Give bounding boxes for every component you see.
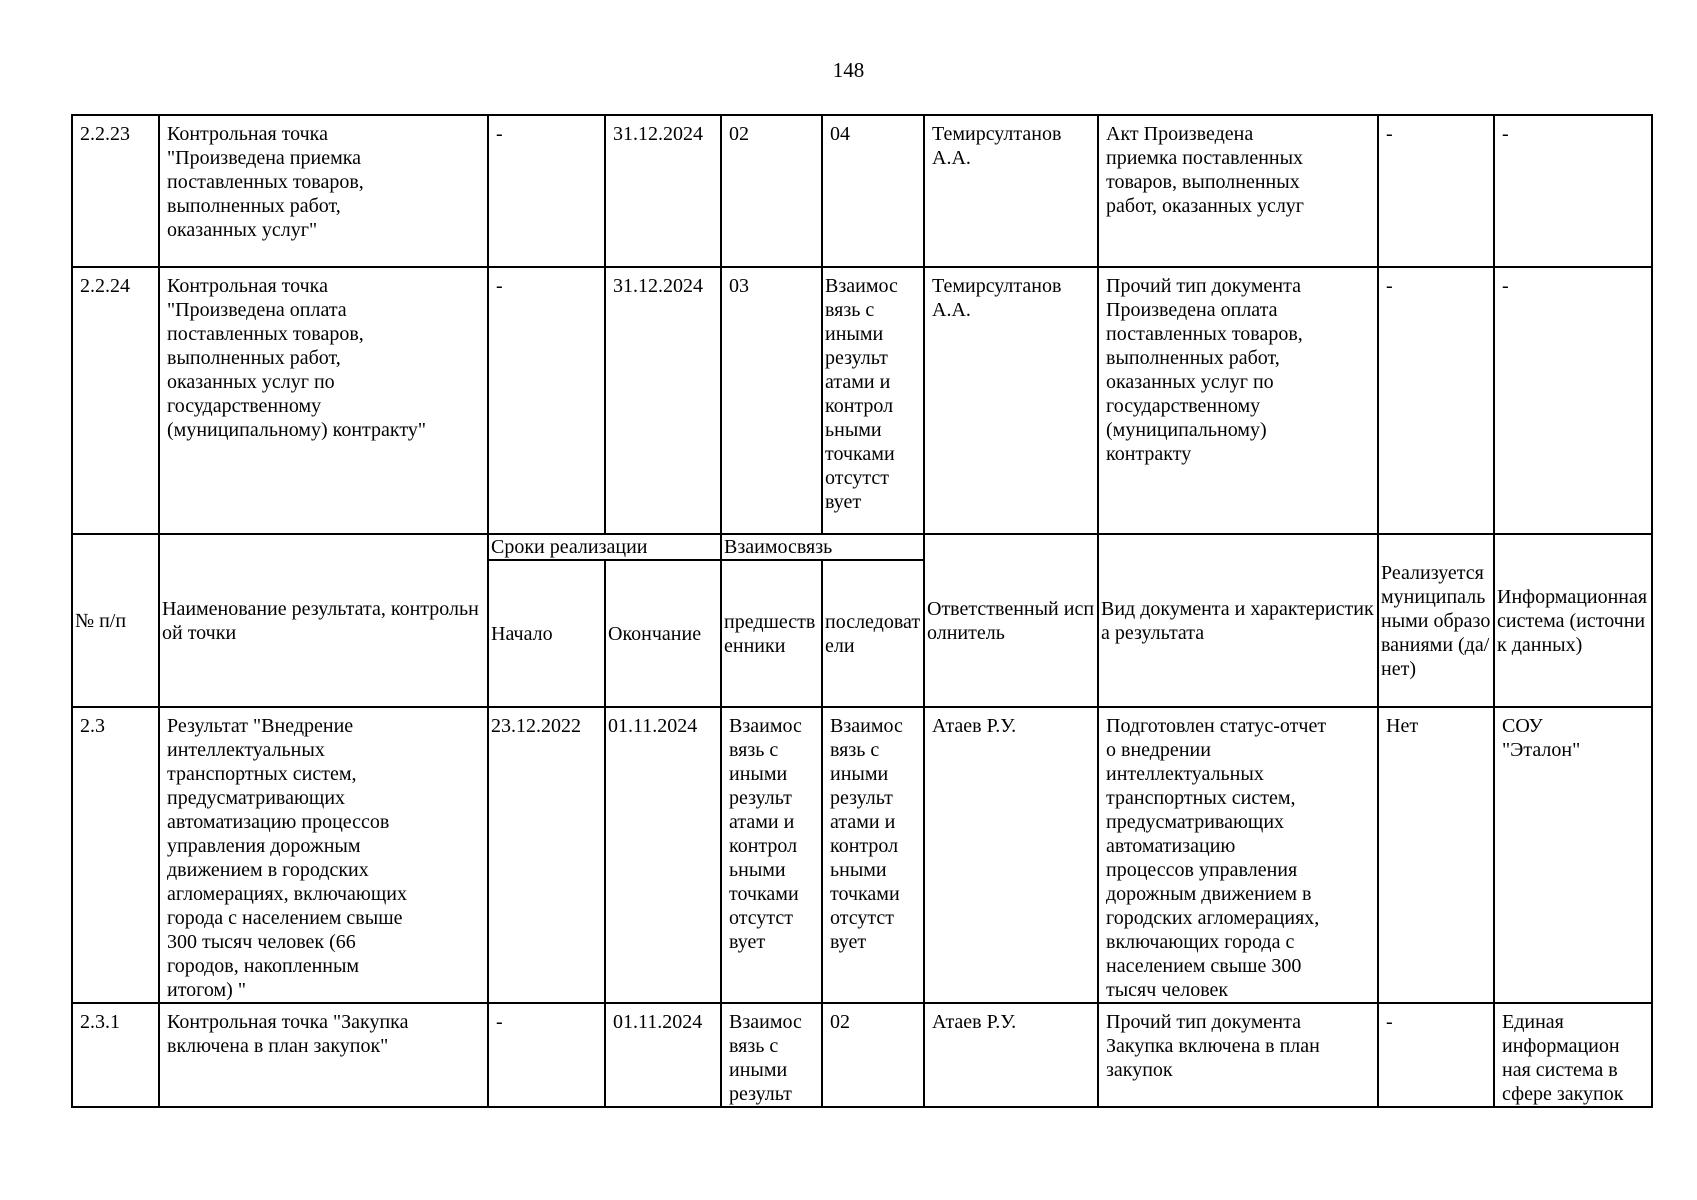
municipal-flag: - — [1378, 267, 1494, 534]
responsible-person: Темирсултанов А.А. — [924, 267, 1098, 534]
header-start: Начало — [488, 560, 605, 707]
header-name: Наименование результата, контрольной точки — [159, 534, 488, 707]
result-name: Контрольная точка "Произведена оплата поставленных товаров, выполненных работ, оказанных услуг по государственному (муниципальному) контракту" — [159, 267, 488, 534]
information-system: - — [1494, 267, 1652, 534]
header-document: Вид документа и характеристика результата — [1098, 534, 1378, 707]
document-type: Акт Произведена приемка поставленных товаров, выполненных работ, оказанных услуг — [1098, 115, 1378, 267]
document-type: Подготовлен статус-отчет о внедрении интеллектуальных транспортных систем, предусматривающих автоматизацию процессов управления дорожным движением в городских агломерациях, включающих города с населением свыше 300 тысяч человек — [1098, 707, 1378, 1003]
header-responsible: Ответственный исполнитель — [924, 534, 1098, 707]
information-system: - — [1494, 115, 1652, 267]
successors: 04 — [822, 115, 924, 267]
result-name: Контрольная точка "Закупка включена в план закупок" — [159, 1003, 488, 1107]
start-date: 23.12.2022 — [488, 707, 605, 1003]
table-row — [72, 115, 1652, 267]
document-type: Прочий тип документа Произведена оплата поставленных товаров, выполненных работ, оказанных услуг по государственному (муниципальному) контракту — [1098, 267, 1378, 534]
municipal-flag: Нет — [1378, 707, 1494, 1003]
start-date: - — [488, 115, 605, 267]
result-name: Контрольная точка "Произведена приемка поставленных товаров, выполненных работ, оказанных услуг" — [159, 115, 488, 267]
header-municipal: Реализуется муниципальными образованиями (да/нет) — [1378, 534, 1494, 707]
end-date: 01.11.2024 — [605, 1003, 721, 1107]
table-row — [72, 1003, 1652, 1107]
responsible-person: Темирсултанов А.А. — [924, 115, 1098, 267]
predecessors: 03 — [721, 267, 822, 534]
header-terms: Сроки реализации — [488, 534, 721, 560]
responsible-person: Атаев Р.У. — [924, 707, 1098, 1003]
row-number: 2.2.24 — [72, 267, 159, 534]
header-predecessors: предшественники — [721, 560, 822, 707]
header-number: № п/п — [72, 534, 159, 707]
municipal-flag: - — [1378, 1003, 1494, 1107]
predecessors: Взаимос вязь с иными результ атами и контрол ьными точками отсутст вует — [721, 707, 822, 1003]
header-successors: последователи — [822, 560, 924, 707]
predecessors: 02 — [721, 115, 822, 267]
end-date: 31.12.2024 — [605, 115, 721, 267]
successors: Взаимос вязь с иными результ атами и контрол ьными точками отсутст вует — [822, 267, 924, 534]
header-link: Взаимосвязь — [721, 534, 924, 560]
table-header-row — [72, 534, 1652, 560]
start-date: - — [488, 1003, 605, 1107]
municipal-flag: - — [1378, 115, 1494, 267]
implementation-plan-table — [71, 114, 1653, 1108]
end-date: 31.12.2024 — [605, 267, 721, 534]
start-date: - — [488, 267, 605, 534]
successors: Взаимос вязь с иными результ атами и контрол ьными точками отсутст вует — [822, 707, 924, 1003]
row-number: 2.3 — [72, 707, 159, 1003]
header-end: Окончание — [605, 560, 721, 707]
successors: 02 — [822, 1003, 924, 1107]
table-row — [72, 707, 1652, 1003]
end-date: 01.11.2024 — [605, 707, 721, 1003]
information-system: СОУ "Эталон" — [1494, 707, 1652, 1003]
responsible-person: Атаев Р.У. — [924, 1003, 1098, 1107]
document-type: Прочий тип документа Закупка включена в план закупок — [1098, 1003, 1378, 1107]
result-name: Результат "Внедрение интеллектуальных транспортных систем, предусматривающих автоматизацию процессов управления дорожным движением в городских агломерациях, включающих города с населением свыше 300 тысяч человек (66 городов, накопленным итогом) " — [159, 707, 488, 1003]
row-number: 2.3.1 — [72, 1003, 159, 1107]
predecessors: Взаимос вязь с иными результ — [721, 1003, 822, 1107]
header-info-system: Информационная система (источник данных) — [1494, 534, 1652, 707]
row-number: 2.2.23 — [72, 115, 159, 267]
page-number: 148 — [832, 58, 865, 82]
table-row — [72, 267, 1652, 534]
information-system: Единая информацион ная система в сфере закупок — [1494, 1003, 1652, 1107]
